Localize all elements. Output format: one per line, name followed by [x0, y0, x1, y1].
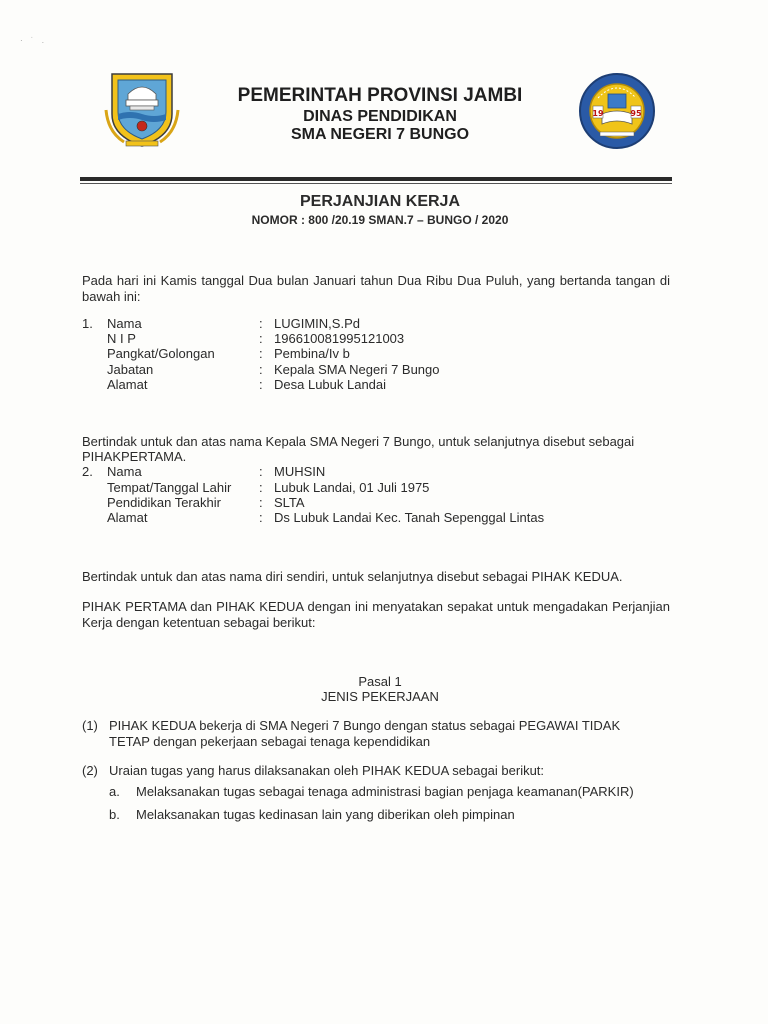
document-number: NOMOR : 800 /20.19 SMAN.7 – BUNGO / 2020 [251, 213, 509, 227]
party2-value: SLTA [274, 495, 305, 510]
subitem-letter: b. [109, 807, 120, 822]
party2-colon: : [259, 495, 263, 510]
party1-colon: : [259, 362, 263, 377]
header-line-department: DINAS PENDIDIKAN [303, 108, 457, 125]
party1-value: 196610081995121003 [274, 331, 405, 346]
party1-value: LUGIMIN,S.Pd [274, 316, 360, 331]
party2-label: Tempat/Tanggal Lahir [107, 480, 232, 495]
clause-text: TETAP dengan pekerjaan sebagai tenaga kependidikan [109, 734, 431, 749]
party2-colon: : [259, 464, 263, 479]
clause-number: (2) [82, 763, 98, 778]
party2-label: Pendidikan Terakhir [107, 495, 221, 510]
party2-label: Alamat [107, 510, 148, 525]
document-title: PERJANJIAN KERJA [299, 193, 461, 210]
scan-specks: · ˙ . [20, 36, 47, 45]
statement1-line2: PIHAKPERTAMA. [82, 449, 187, 464]
party1-number: 1. [82, 316, 93, 331]
party1-label: Pangkat/Golongan [107, 346, 215, 361]
subitem-text: Melaksanakan tugas kedinasan lain yang diberikan oleh pimpinan [136, 807, 515, 822]
party1-value: Pembina/Iv b [274, 346, 350, 361]
party1-label: Jabatan [107, 362, 154, 377]
party2-label: Nama [107, 464, 142, 479]
party2-value: Lubuk Landai, 01 Juli 1975 [274, 480, 430, 495]
party1-colon: : [259, 377, 263, 392]
pasal-heading: JENIS PEKERJAAN [321, 689, 439, 704]
subitem-letter: a. [109, 784, 120, 799]
letterhead-rule-thick [80, 177, 672, 181]
clause-text: Uraian tugas yang harus dilaksanakan oleh PIHAK KEDUA sebagai berikut: [109, 763, 545, 778]
statement1-line1: Bertindak untuk dan atas nama Kepala SMA Negeri 7 Bungo, untuk selanjutnya disebut sebagai [82, 434, 635, 449]
clause-number: (1) [82, 718, 98, 733]
party2-colon: : [259, 510, 263, 525]
party1-value: Kepala SMA Negeri 7 Bungo [274, 362, 440, 377]
party2-value: Ds Lubuk Landai Kec. Tanah Sepenggal Lintas [274, 510, 545, 525]
party1-colon: : [259, 331, 263, 346]
header-line-government: PEMERINTAH PROVINSI JAMBI [237, 85, 523, 106]
intro-paragraph: Pada hari ini Kamis tanggal Dua bulan Januari tahun Dua Ribu Dua Puluh, yang bertanda tangan di bawah ini: [82, 273, 670, 304]
party2-number: 2. [82, 464, 93, 479]
party1-colon: : [259, 346, 263, 361]
statement2: Bertindak untuk dan atas nama diri sendiri, untuk selanjutnya disebut sebagai PIHAK KEDUA. [82, 569, 623, 584]
party1-value: Desa Lubuk Landai [274, 377, 387, 392]
badge-year-left: 19 [592, 109, 604, 118]
pasal-number: Pasal 1 [358, 674, 402, 689]
clause-text: PIHAK KEDUA bekerja di SMA Negeri 7 Bungo dengan status sebagai PEGAWAI TIDAK [109, 718, 621, 733]
badge-year-right: 95 [630, 109, 642, 118]
jambi-province-emblem-icon [104, 70, 180, 148]
party2-colon: : [259, 480, 263, 495]
party1-label: Nama [107, 316, 142, 331]
agreement-paragraph: PIHAK PERTAMA dan PIHAK KEDUA dengan ini menyatakan sepakat untuk mengadakan Perjanjian Kerja dengan ketentuan sebagai berikut: [82, 599, 670, 630]
party1-label: N I P [107, 331, 136, 346]
party1-colon: : [259, 316, 263, 331]
letterhead-rule-thin [80, 183, 672, 184]
subitem-text: Melaksanakan tugas sebagai tenaga administrasi bagian penjaga keamanan(PARKIR) [136, 784, 634, 799]
party2-value: MUHSIN [274, 464, 326, 479]
party1-label: Alamat [107, 377, 148, 392]
header-line-school: SMA NEGERI 7 BUNGO [290, 126, 470, 143]
school-badge-icon [578, 70, 656, 152]
